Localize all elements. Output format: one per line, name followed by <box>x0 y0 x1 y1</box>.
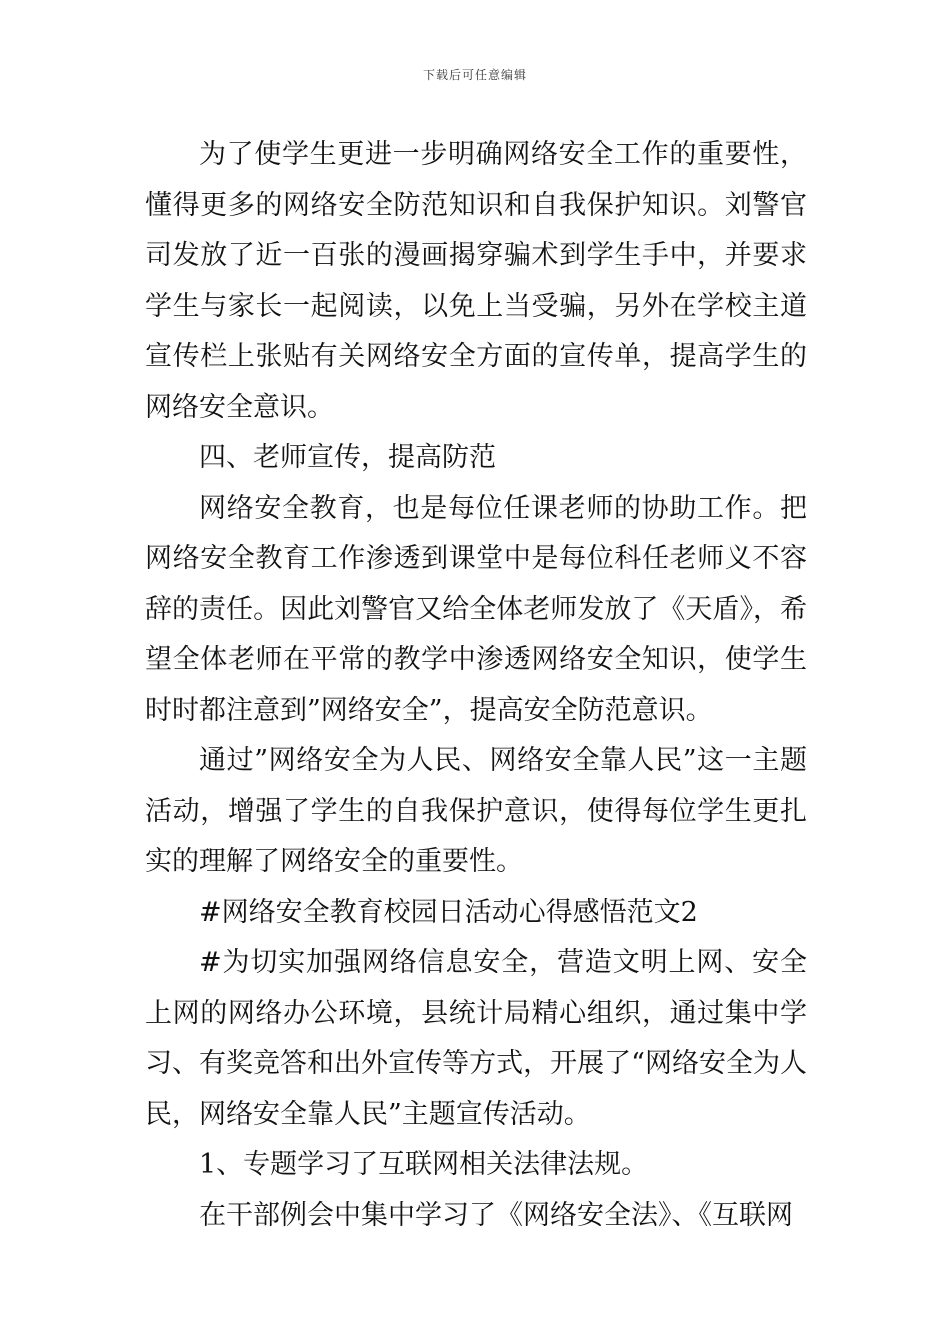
section-heading-teacher-publicity: 四、老师宣传，提高防范 <box>199 442 496 473</box>
list-item-law-study: 1、专题学习了互联网相关法律法规。 <box>199 1149 649 1180</box>
page-header: 下载后可任意编辑 <box>422 68 527 82</box>
paragraph-teacher-education: 网络安全教育，也是每位任课老师的协助工作。把网络安全教育工作渗透到课堂中是每位科任老师义不容辞的责任。因此刘警官又给全体老师发放了《天盾》，希望全体老师在平常的教学中渗透网络安全知识，使学生时时都注意到”网络安全”，提高安全防范意识。 <box>145 492 807 726</box>
paragraph-theme-activity: 通过”网络安全为人民、网络安全靠人民”这一主题活动，增强了学生的自我保护意识，使得每位学生更扎实的理解了网络安全的重要性。 <box>145 745 807 877</box>
document-body <box>145 130 807 1241</box>
paragraph-bureau-activity: #为切实加强网络信息安全，营造文明上网、安全上网的网络办公环境，县统计局精心组织，通过集中学习、有奖竞答和出外宣传等方式，开展了“网络安全为人民，网络安全靠人民”主题宣传活动。 <box>145 947 807 1130</box>
paragraph-cadre-meeting: 在干部例会中集中学习了《网络安全法》、《互联网 <box>199 1199 793 1231</box>
paragraph-student-awareness: 为了使学生更进一步明确网络安全工作的重要性，懂得更多的网络安全防范知识和自我保护知识。刘警官司发放了近一百张的漫画揭穿骗术到学生手中，并要求学生与家长一起阅读，以免上当受骗，另外在学校主道宣传栏上张贴有关网络安全方面的宣传单，提高学生的网络安全意识。 <box>145 139 807 423</box>
section-title-essay-2: #网络安全教育校园日活动心得感悟范文2 <box>199 896 698 928</box>
